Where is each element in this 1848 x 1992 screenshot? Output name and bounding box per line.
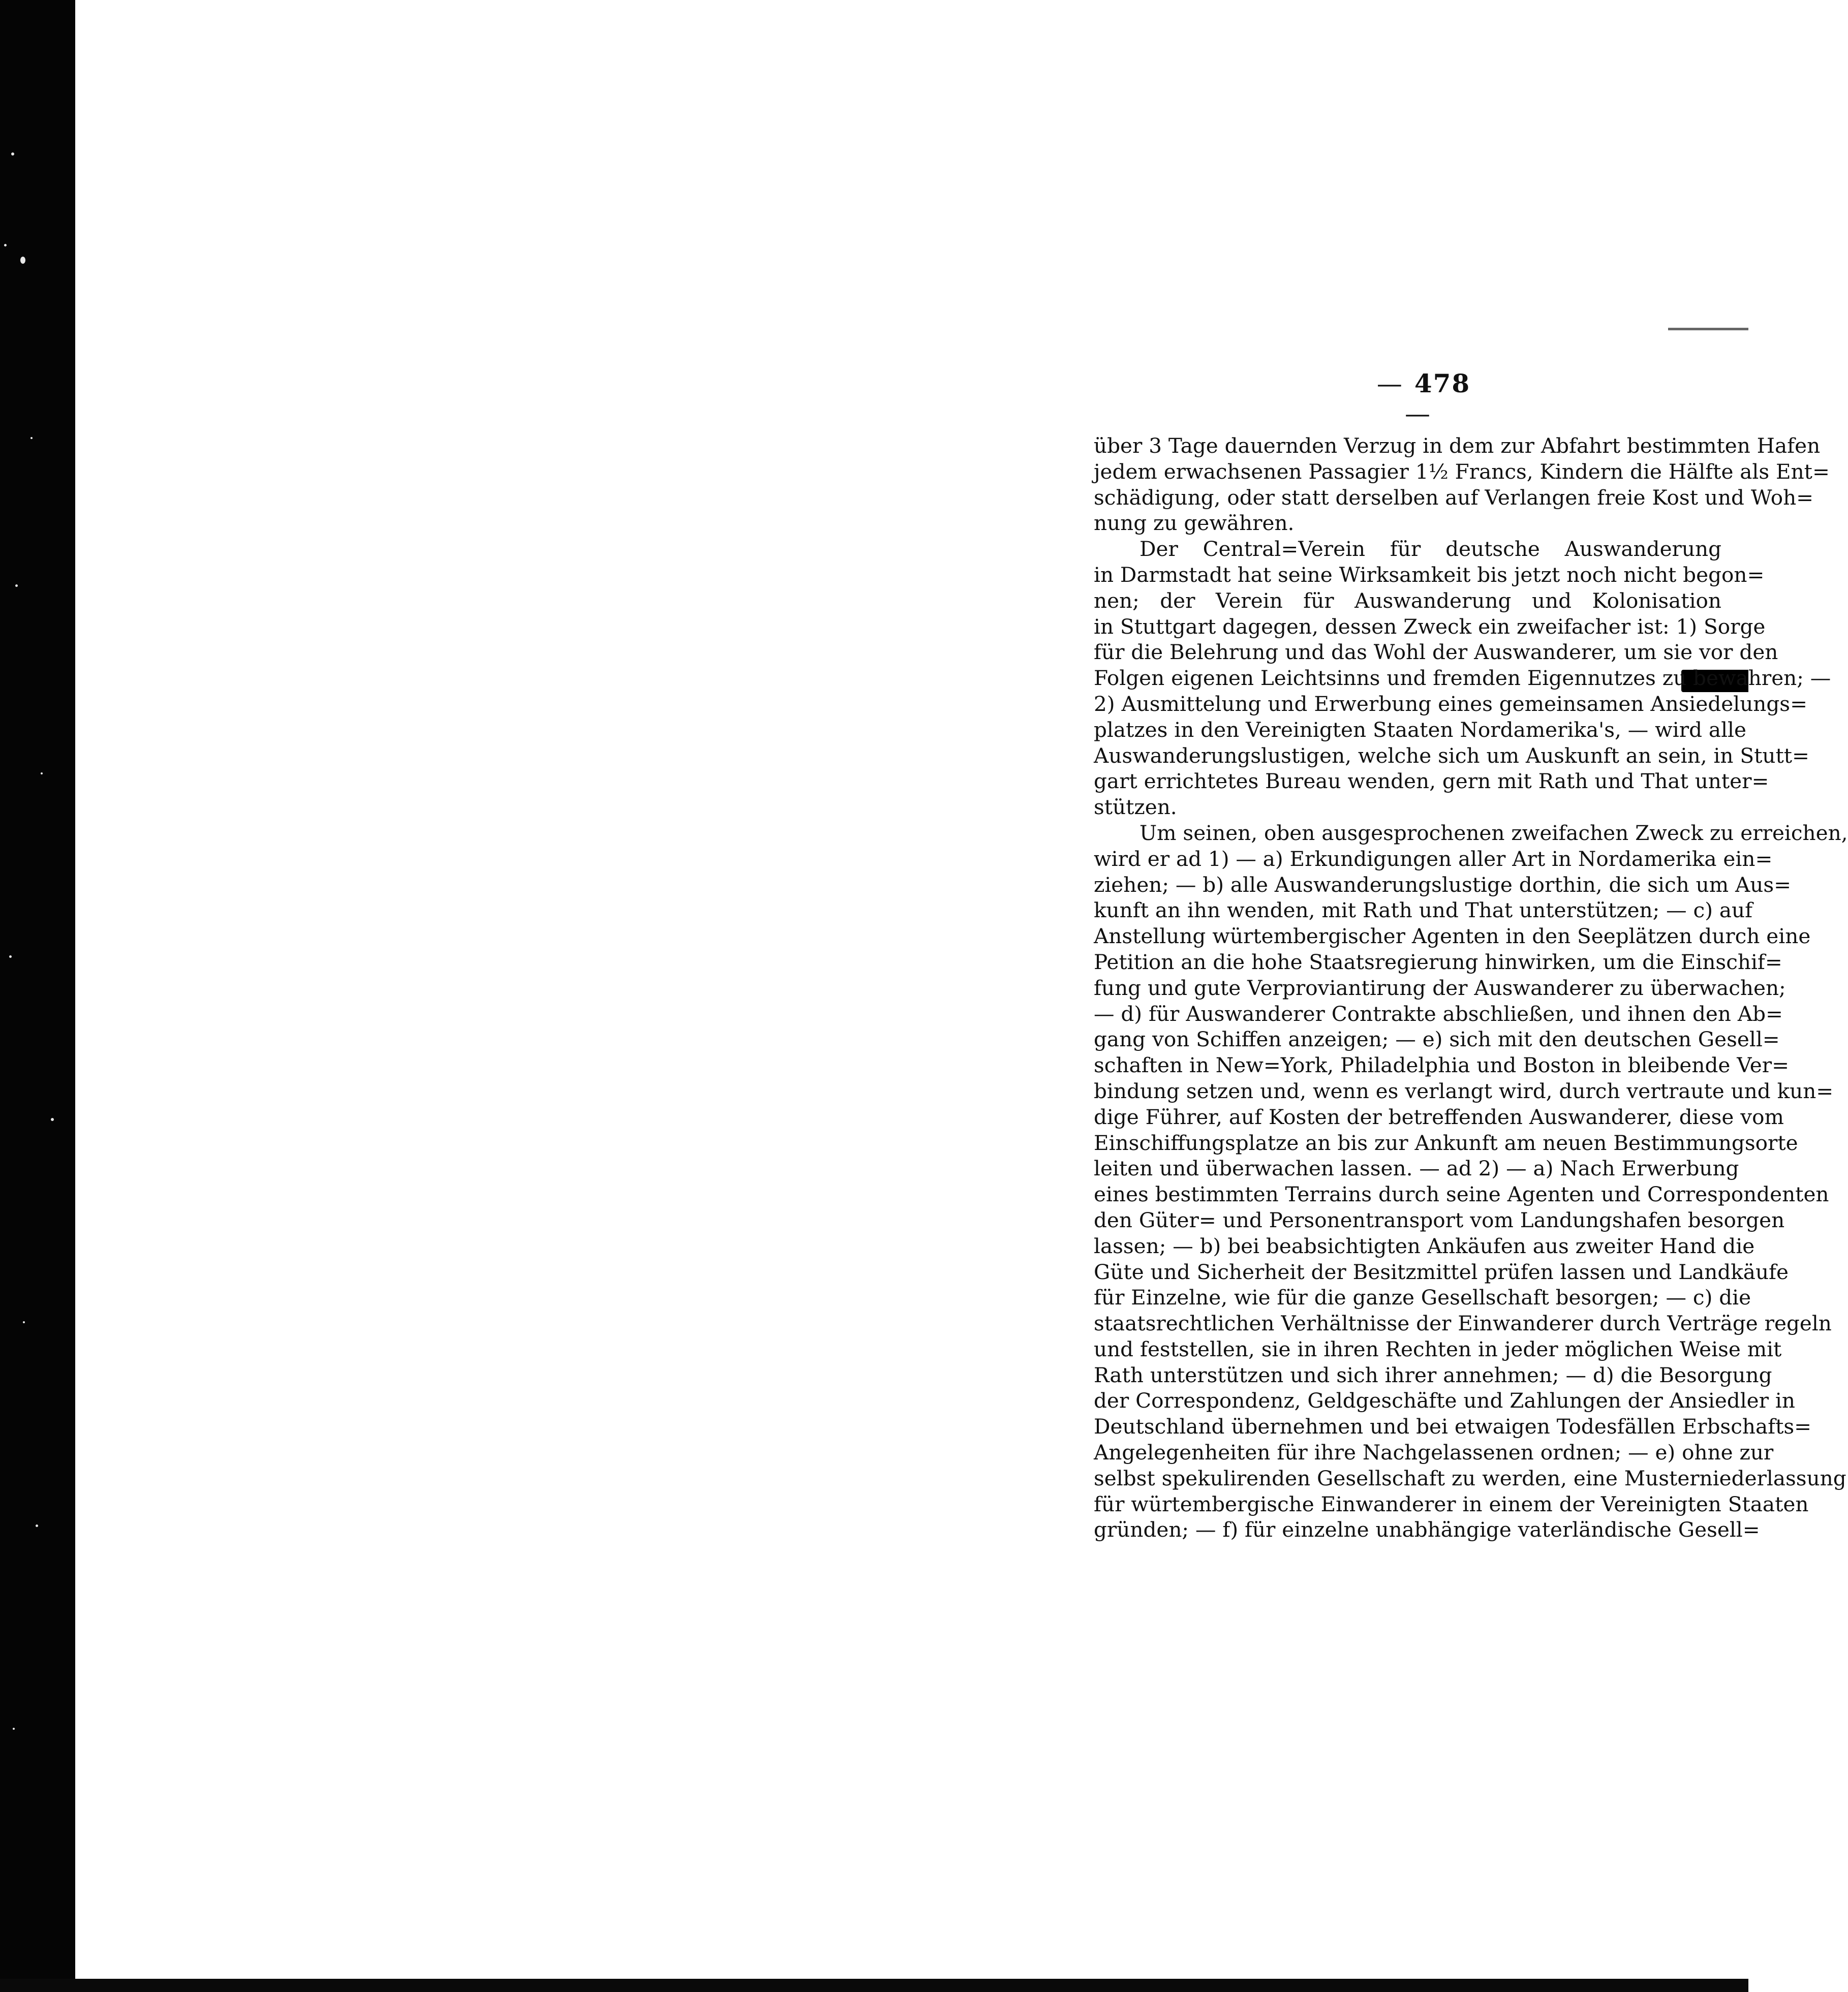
text-line: dige Führer, auf Kosten der betreffenden Auswanderer, diese vom xyxy=(1094,1104,1784,1129)
scan-margin-left xyxy=(0,0,75,1992)
scan-speck xyxy=(20,257,25,264)
scan-speck xyxy=(9,955,12,958)
page-number: 478 xyxy=(1414,368,1471,398)
text-line: stützen. xyxy=(1094,795,1177,820)
scan-speck xyxy=(36,1524,38,1527)
text-line: und feststellen, sie in ihren Rechten in jeder möglichen Weise mit xyxy=(1094,1336,1782,1361)
text-line: Anstellung würtembergischer Agenten in den Seeplätzen durch eine xyxy=(1094,924,1811,949)
text-line: gang von Schiffen anzeigen; — e) sich mit den deutschen Gesell= xyxy=(1094,1027,1780,1052)
text-line: Deutschland übernehmen und bei etwaigen Todesfällen Erbschafts= xyxy=(1094,1414,1812,1439)
text-line: gründen; — f) für einzelne unabhängige vaterländische Gesell= xyxy=(1094,1517,1760,1542)
scan-speck xyxy=(41,772,43,774)
scan-speck xyxy=(13,1728,15,1730)
scan-speck xyxy=(15,584,18,587)
scan-speck xyxy=(11,152,14,155)
text-line: für die Belehrung und das Wohl der Auswanderer, um sie vor den xyxy=(1094,640,1778,665)
scan-speck xyxy=(51,1118,54,1121)
text-line: ziehen; — b) alle Auswanderungslustige dorthin, die sich um Aus= xyxy=(1094,872,1792,897)
text-line: der Correspondenz, Geldgeschäfte und Zahlungen der Ansiedler in xyxy=(1094,1388,1795,1413)
text-line: leiten und überwachen lassen. — ad 2) — a) Nach Erwerbung xyxy=(1094,1156,1739,1181)
text-line: 2) Ausmittelung und Erwerbung eines gemeinsamen Ansiedelungs= xyxy=(1094,691,1808,716)
text-line: schädigung, oder statt derselben auf Verlangen freie Kost und Woh= xyxy=(1094,485,1814,510)
text-line: wird er ad 1) — a) Erkundigungen aller Art in Nordamerika ein= xyxy=(1094,846,1773,871)
body-text xyxy=(1094,433,1848,1543)
text-line: selbst spekulirenden Gesellschaft zu werden, eine Musterniederlassung xyxy=(1094,1466,1846,1490)
text-line: kunft an ihn wenden, mit Rath und That unterstützen; — c) auf xyxy=(1094,898,1753,923)
text-line: Auswanderungslustigen, welche sich um Auskunft an sein, in Stutt= xyxy=(1094,743,1809,768)
text-line: Der Central=Verein für deutsche Auswanderung xyxy=(1139,537,1721,562)
text-line: Angelegenheiten für ihre Nachgelassenen ordnen; — e) ohne zur xyxy=(1094,1440,1774,1465)
text-line: Einschiffungsplatze an bis zur Ankunft am neuen Bestimmungsorte xyxy=(1094,1130,1798,1155)
header-dash-left: — xyxy=(1376,369,1403,398)
text-line: eines bestimmten Terrains durch seine Agenten und Correspondenten xyxy=(1094,1182,1829,1207)
text-line: lassen; — b) bei beabsichtigten Ankäufen aus zweiter Hand die xyxy=(1094,1233,1755,1258)
page-number-header xyxy=(1342,368,1494,428)
text-line: staatsrechtlichen Verhältnisse der Einwanderer durch Verträge regeln xyxy=(1094,1311,1832,1336)
text-line: nen; der Verein für Auswanderung und Kolonisation xyxy=(1094,588,1721,613)
text-line: — d) für Auswanderer Contrakte abschließen, und ihnen den Ab= xyxy=(1094,1001,1783,1026)
text-line: Güte und Sicherheit der Besitzmittel prüfen lassen und Landkäufe xyxy=(1094,1259,1789,1284)
text-line: in Darmstadt hat seine Wirksamkeit bis jetzt noch nicht begon= xyxy=(1094,562,1765,587)
text-line: jedem erwachsenen Passagier 1½ Francs, Kindern die Hälfte als Ent= xyxy=(1094,459,1830,484)
text-line: den Güter= und Personentransport vom Landungshafen besorgen xyxy=(1094,1207,1785,1232)
text-line: nung zu gewähren. xyxy=(1094,511,1295,536)
header-dash-right: — xyxy=(1405,399,1431,428)
text-line: Folgen eigenen Leichtsinns und fremden Eigennutzes zu bewahren; — xyxy=(1094,666,1831,691)
text-line: bindung setzen und, wenn es verlangt wird, durch vertraute und kun= xyxy=(1094,1078,1834,1103)
scan-speck xyxy=(30,437,33,439)
text-line: Um seinen, oben ausgesprochenen zweifachen Zweck zu erreichen, xyxy=(1139,820,1848,845)
text-line: für Einzelne, wie für die ganze Gesellschaft besorgen; — c) die xyxy=(1094,1285,1751,1310)
scan-speck xyxy=(23,1321,25,1323)
text-line: über 3 Tage dauernden Verzug in dem zur Abfahrt bestimmten Hafen xyxy=(1094,433,1821,458)
text-line: fung und gute Verproviantirung der Auswanderer zu überwachen; xyxy=(1094,975,1786,1000)
scan-rule-top-right xyxy=(1668,328,1748,330)
text-line: schaften in New=York, Philadelphia und Boston in bleibende Ver= xyxy=(1094,1053,1790,1078)
text-line: platzes in den Vereinigten Staaten Nordamerika's, — wird alle xyxy=(1094,717,1746,742)
scan-margin-bottom xyxy=(0,1979,1748,1992)
text-line: Petition an die hohe Staatsregierung hinwirken, um die Einschif= xyxy=(1094,949,1782,974)
text-line: in Stuttgart dagegen, dessen Zweck ein zweifacher ist: 1) Sorge xyxy=(1094,614,1766,639)
text-line: für würtembergische Einwanderer in einem der Vereinigten Staaten xyxy=(1094,1491,1809,1516)
text-line: gart errichtetes Bureau wenden, gern mit Rath und That unter= xyxy=(1094,769,1769,794)
text-line: Rath unterstützen und sich ihrer annehmen; — d) die Besorgung xyxy=(1094,1362,1772,1387)
scan-speck xyxy=(4,244,7,246)
